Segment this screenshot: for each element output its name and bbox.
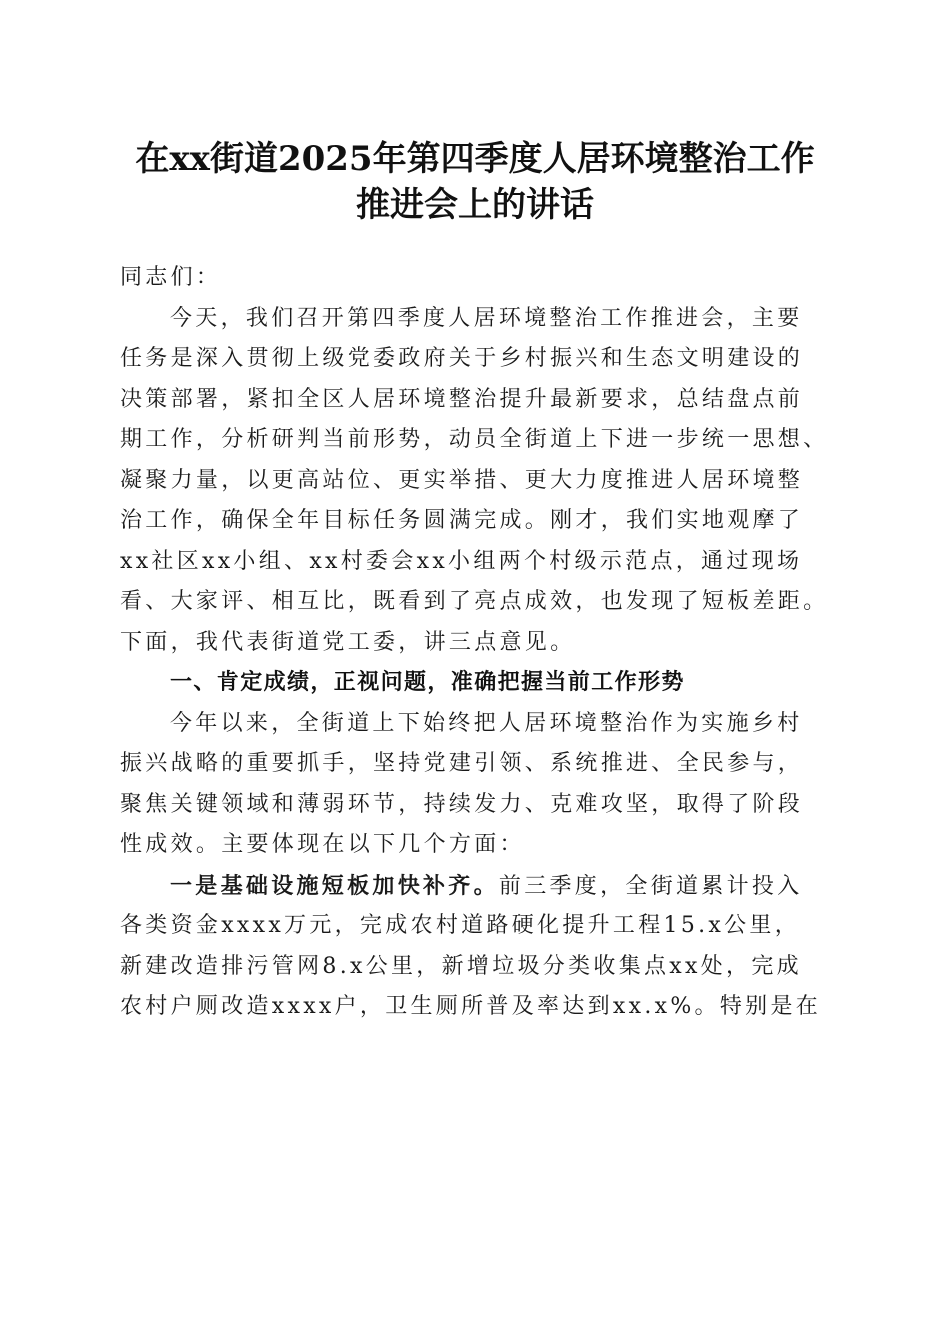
paragraph-line: 振兴战略的重要抓手，坚持党建引领、系统推进、全民参与， (120, 751, 804, 776)
title-line-1: 在xx街道2025年第四季度人居环境整治工作 (135, 139, 815, 179)
paragraph-achievements (120, 704, 835, 866)
paragraph-line: 看、大家评、相互比，既看到了亮点成效，也发现了短板差距。 (120, 589, 829, 614)
paragraph-line-rest: 前三季度，全街道累计投入 (498, 873, 803, 899)
paragraph-opening (120, 299, 835, 664)
paragraph-line (120, 866, 835, 907)
section-heading: 一、肯定成绩，正视问题，准确把握当前工作形势 (170, 670, 685, 695)
paragraph-lead: 一是基础设施短板加快补齐。 (170, 872, 499, 899)
paragraph-line: 今年以来，全街道上下始终把人居环境整治作为实施乡村 (170, 710, 803, 736)
paragraph-line: 凝聚力量，以更高站位、更实举措、更大力度推进人居环境整 (120, 467, 804, 493)
paragraph-line: 各类资金xxxx万元，完成农村道路硬化提升工程15.x公里， (120, 913, 801, 938)
paragraph-line: 新建改造排污管网8.x公里，新增垃圾分类收集点xx处，完成 (120, 953, 802, 979)
paragraph-line: xx社区xx小组、xx村委会xx小组两个村级示范点，通过现场 (120, 548, 803, 574)
paragraph-line: 农村户厕改造xxxx户，卫生厕所普及率达到xx.x%。特别是在 (120, 994, 822, 1019)
title-line-2: 推进会上的讲话 (356, 185, 594, 225)
document-title (90, 136, 860, 228)
paragraph-line: 今天，我们召开第四季度人居环境整治工作推进会，主要 (170, 305, 803, 331)
paragraph-line: 聚焦关键领域和薄弱环节，持续发力、克难攻坚，取得了阶段 (120, 791, 804, 817)
salutation: 同志们： (120, 265, 222, 290)
paragraph-line: 任务是深入贯彻上级党委政府关于乡村振兴和生态文明建设的 (120, 346, 804, 371)
paragraph-line: 性成效。主要体现在以下几个方面： (120, 832, 525, 857)
paragraph-infrastructure (120, 866, 835, 1028)
paragraph-line: 期工作，分析研判当前形势，动员全街道上下进一步统一思想、 (120, 427, 829, 452)
document-body (120, 258, 835, 1028)
paragraph-line: 下面，我代表街道党工委，讲三点意见。 (120, 629, 576, 655)
paragraph-line: 决策部署，紧扣全区人居环境整治提升最新要求，总结盘点前 (120, 386, 804, 412)
paragraph-line: 治工作，确保全年目标任务圆满完成。刚才，我们实地观摩了 (120, 508, 804, 533)
